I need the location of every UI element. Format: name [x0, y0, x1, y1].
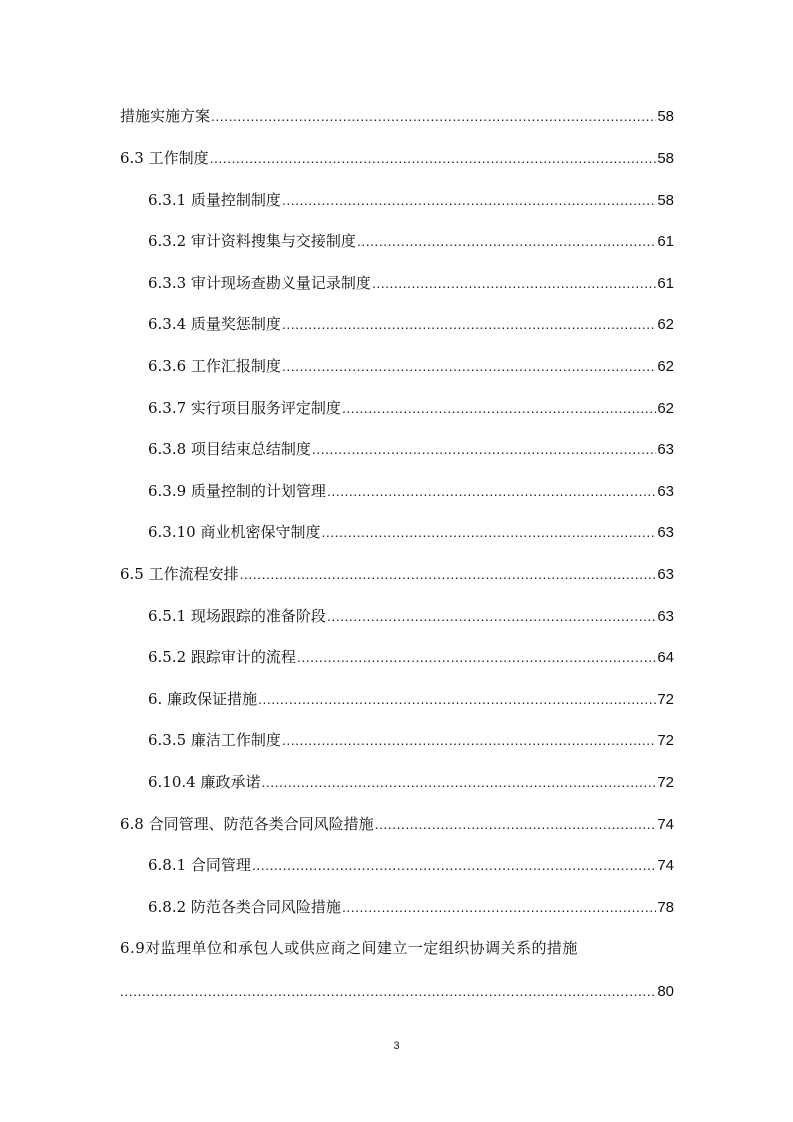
dot-leader — [258, 687, 656, 711]
toc-entry[interactable] — [148, 645, 674, 669]
toc-entry-title: 6.3.4 质量奖惩制度 — [148, 315, 281, 333]
dot-leader — [252, 853, 656, 877]
dot-leader — [357, 229, 656, 253]
toc-entry-title: 6.3.8 项目结束总结制度 — [148, 440, 311, 458]
dot-leader — [327, 604, 656, 628]
toc-entry[interactable] — [148, 604, 674, 628]
dot-leader — [261, 770, 656, 794]
toc-entry-page: 58 — [657, 150, 674, 167]
toc-entry-title: 6.3.6 工作汇报制度 — [148, 357, 281, 375]
toc-entry-title: 6.8.2 防范各类合同风险措施 — [148, 898, 341, 916]
toc-entry-title: 6.8 合同管理、防范各类合同风险措施 — [120, 815, 374, 833]
toc-entry[interactable] — [148, 687, 674, 711]
page-number: 3 — [393, 1040, 400, 1052]
dot-leader — [282, 728, 656, 752]
toc-entry-title: 6.3.2 审计资料搜集与交接制度 — [148, 232, 356, 250]
dot-leader — [240, 562, 657, 586]
toc-entry-page: 63 — [657, 524, 674, 541]
toc-entry-page: 72 — [657, 732, 674, 749]
toc-entry[interactable] — [148, 312, 674, 336]
toc-entry-page: 62 — [657, 400, 674, 417]
toc-entry-page: 80 — [657, 983, 674, 1000]
dot-leader — [342, 895, 656, 919]
toc-entry-title: 6.5 工作流程安排 — [120, 565, 239, 583]
toc-entry-page: 62 — [657, 358, 674, 375]
toc-entry[interactable] — [148, 396, 674, 420]
toc-entry[interactable] — [148, 271, 674, 295]
toc-entry[interactable] — [120, 812, 674, 836]
toc-entry-page: 78 — [657, 899, 674, 916]
dot-leader — [120, 979, 656, 1003]
dot-leader — [321, 520, 656, 544]
toc-entry-title: 6.3.1 质量控制制度 — [148, 191, 281, 209]
toc-entry-page: 61 — [657, 275, 674, 292]
toc-entry[interactable] — [148, 895, 674, 919]
toc-entry-page: 72 — [657, 691, 674, 708]
toc-entry-page: 61 — [657, 233, 674, 250]
dot-leader — [282, 354, 656, 378]
toc-entry-title: 6.3.10 商业机密保守制度 — [148, 523, 321, 541]
toc-entry-page: 72 — [657, 774, 674, 791]
dot-leader — [210, 146, 657, 170]
toc-entry[interactable] — [148, 853, 674, 877]
toc-entry-page: 63 — [657, 608, 674, 625]
toc-entry-page: 63 — [657, 441, 674, 458]
toc-entry[interactable] — [120, 104, 674, 128]
dot-leader — [312, 437, 656, 461]
toc-entry[interactable] — [120, 146, 674, 170]
toc-entry-title: 6.5.2 跟踪审计的流程 — [148, 648, 296, 666]
toc-entry-page: 74 — [657, 857, 674, 874]
toc-entry[interactable] — [148, 354, 674, 378]
toc-entry-title: 6.3.3 审计现场查勘义量记录制度 — [148, 274, 371, 292]
toc-entry-title: 6.10.4 廉政承诺 — [148, 773, 261, 791]
toc-entry-title: 6.3 工作制度 — [120, 149, 209, 167]
toc-entry[interactable] — [148, 479, 674, 503]
toc-entry-title: 6.3.5 廉洁工作制度 — [148, 731, 281, 749]
toc-entry-title: 6.3.9 质量控制的计划管理 — [148, 482, 326, 500]
toc-entry[interactable] — [148, 229, 674, 253]
toc-entry-title: 6.3.7 实行项目服务评定制度 — [148, 399, 341, 417]
toc-entry-page: 74 — [657, 816, 674, 833]
toc-entry[interactable] — [148, 728, 674, 752]
toc-entry-page: 62 — [657, 316, 674, 333]
toc-entry[interactable] — [148, 188, 674, 212]
dot-leader — [282, 312, 656, 336]
toc-entry[interactable] — [120, 562, 674, 586]
toc-entry-page: 63 — [657, 483, 674, 500]
toc-entry-title: 6.5.1 现场跟踪的准备阶段 — [148, 607, 326, 625]
dot-leader — [372, 271, 656, 295]
toc-entry[interactable] — [148, 437, 674, 461]
dot-leader — [282, 188, 656, 212]
dot-leader — [211, 104, 656, 128]
toc-entry[interactable] — [120, 979, 674, 1003]
toc-entry[interactable] — [148, 520, 674, 544]
toc-entry-title: 6.8.1 合同管理 — [148, 856, 251, 874]
dot-leader — [327, 479, 656, 503]
dot-leader — [375, 812, 657, 836]
toc-entry-page: 58 — [657, 108, 674, 125]
toc-entry[interactable] — [148, 770, 674, 794]
dot-leader — [342, 396, 656, 420]
dot-leader — [297, 645, 656, 669]
toc-entry-title[interactable]: 6.9对监理单位和承包人或供应商之间建立一定组织协调关系的措施 — [120, 939, 578, 957]
toc-entry-page: 58 — [657, 192, 674, 209]
toc-entry-page: 64 — [657, 649, 674, 666]
toc-entry-page: 63 — [657, 566, 674, 583]
toc-entry-title: 措施实施方案 — [120, 107, 211, 125]
toc-entry-title: 6. 廉政保证措施 — [148, 690, 258, 708]
